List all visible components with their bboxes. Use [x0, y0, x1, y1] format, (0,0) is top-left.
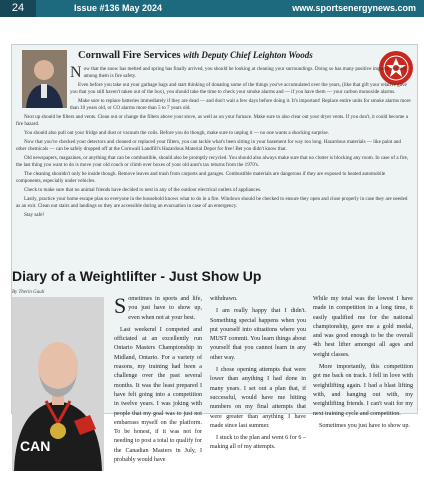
diary-paragraph: I stuck to the plan and went 6 for 6 – making all of my attempts.: [210, 435, 306, 451]
page-number: 24: [0, 0, 36, 17]
fire-paragraph: You should also pull out your fridge and dust or vacuum the coils. Before you do though, make sure to unplug it — no one wants a shocking surprise.: [24, 130, 329, 136]
fire-article-body: [16, 66, 411, 221]
diary-paragraph: Last weekend I competed and officiated at an excellently run Ontario Masters Championship in Midland, Ontario. For a variety of reasons, my training had been a challenge over the past several months. It was the least prepared I have felt going into a competition in twelve years. I was joking with people that my goal was to just not embarrass myself on the platform. To be honest, if it was not for needing to post a total to qualify for the Canadian Masters in July, I probably would have: [114, 326, 202, 464]
fire-paragraph: ow that the snow has melted and spring has finally arrived, you should be looking at cleaning your surroundings. Doing so has many positive impacts — chief among them is fire safety.: [83, 66, 407, 79]
fire-closing: Stay safe!: [24, 212, 45, 218]
svg-text:CAN: CAN: [20, 438, 51, 454]
fire-paragraph: Now that you've checked your detectors and cleaned or replaced your filters, you can tackle what's been sitting in your basement for way too long. Hazardous materials — like paint and other chemicals — can be safely dropped off at the Cornwall Landfill's Hazardous Material Depot for free! Bet you didn't know that.: [16, 139, 401, 152]
diary-title: Diary of a Weightlifter - Just Show Up: [12, 268, 262, 284]
fire-paragraph: Check to make sure that no animal friends have decided to nest in any of the outdoor electrical outlets of appliances.: [24, 187, 262, 193]
diary-paragraph: Sometimes you just have to show up.: [319, 422, 410, 429]
diary-paragraph: While my total was the lowest I have made in competition in a long time, it easily qualified me for the national championship, gave me a gold medal, and was good enough to be the overall 4th best lifter amongst all ages and weight classes.: [313, 296, 413, 358]
fire-paragraph: Even before you take out your garbage bags and start thinking of donating some of the things you've accumulated over the years, (like that gift your relative gave you that you still haven't taken out of the box), you should take the time to check your smoke alarms and — if you have them — your carbon monoxide alarms.: [70, 82, 407, 95]
fire-title-sub: with Deputy Chief Leighton Woods: [183, 50, 313, 60]
fire-paragraph: The cleaning shouldn't only be inside though. Remove leaves and trash from carports and garages. Combustible materials are dangerous if they are exposed to heated automobile components, especially under vehicles.: [16, 171, 386, 184]
fire-paragraph: Lastly, practice your home escape plan so everyone in the household knows what to do in a fire. Windows should be checked to ensure they open and close properly in case they are needed as an exit. Clean out stairs and landings so they are accessible during an evacuation in case of an emergency.: [16, 196, 408, 209]
diary-column-2: [210, 295, 306, 456]
fire-article-title: [78, 50, 378, 61]
diary-column-3: [313, 295, 413, 434]
diary-column-1: [114, 295, 202, 468]
fire-dropcap: N: [70, 64, 82, 81]
diary-paragraph: More importantly, this competition got me back on track. I fell in love with weightlifting again. I had a blast lifting with, and hanging out with, my weightlifting friends. I can't wait for my next training cycle and competition.: [313, 364, 413, 417]
fire-paragraph: Next up should be filters and vents. Clean out or change the filters above your stove, as well as on your furnace. Make sure to also clear out your dryer vents. If you don't, it could become a fire hazard.: [16, 114, 408, 127]
diary-paragraph: withdrawn.: [210, 296, 238, 302]
issue-label: Issue #136 May 2024: [74, 3, 163, 13]
site-url[interactable]: www.sportsenergynews.com: [292, 3, 416, 13]
fire-paragraph: Make sure to replace batteries immediately if they are dead — and don't wait a few days before doing it. It's important! Replace entire units for smoke alarms more than 10 years old, or CO alarms more than 5 to 7 years old.: [70, 98, 411, 111]
diary-paragraph: I am really happy that I didn't. Something special happens when you put yourself into situations where you MUST commit. You learn things about yourself that you cannot learn in any other way.: [210, 308, 306, 361]
page-header: [0, 0, 424, 17]
fire-paragraph: Old newspapers, magazines, or anything that can be combustible, should also be promptly recycled. You should also always make sure that no clutter is blocking any room. In case of a fire, the last thing you want to do is move your old couch or climb over boxes of your old aunt's tax returns from the 1970's.: [16, 155, 409, 168]
fire-title-main: Cornwall Fire Services: [78, 50, 181, 61]
diary-paragraph: I chose opening attempts that were lower than anything I had done in many years. I set out a plan that, if successful, would have me hitting numbers on my final attempts that were greater than anything I have made since last summer.: [210, 367, 306, 429]
diary-byline: By Therin Gauli: [12, 290, 45, 295]
diary-dropcap: S: [114, 293, 127, 318]
diary-paragraph: ometimes in sports and life, you just have to show up, even when not at your best.: [128, 296, 202, 321]
weightlifter-photo: [12, 297, 104, 471]
